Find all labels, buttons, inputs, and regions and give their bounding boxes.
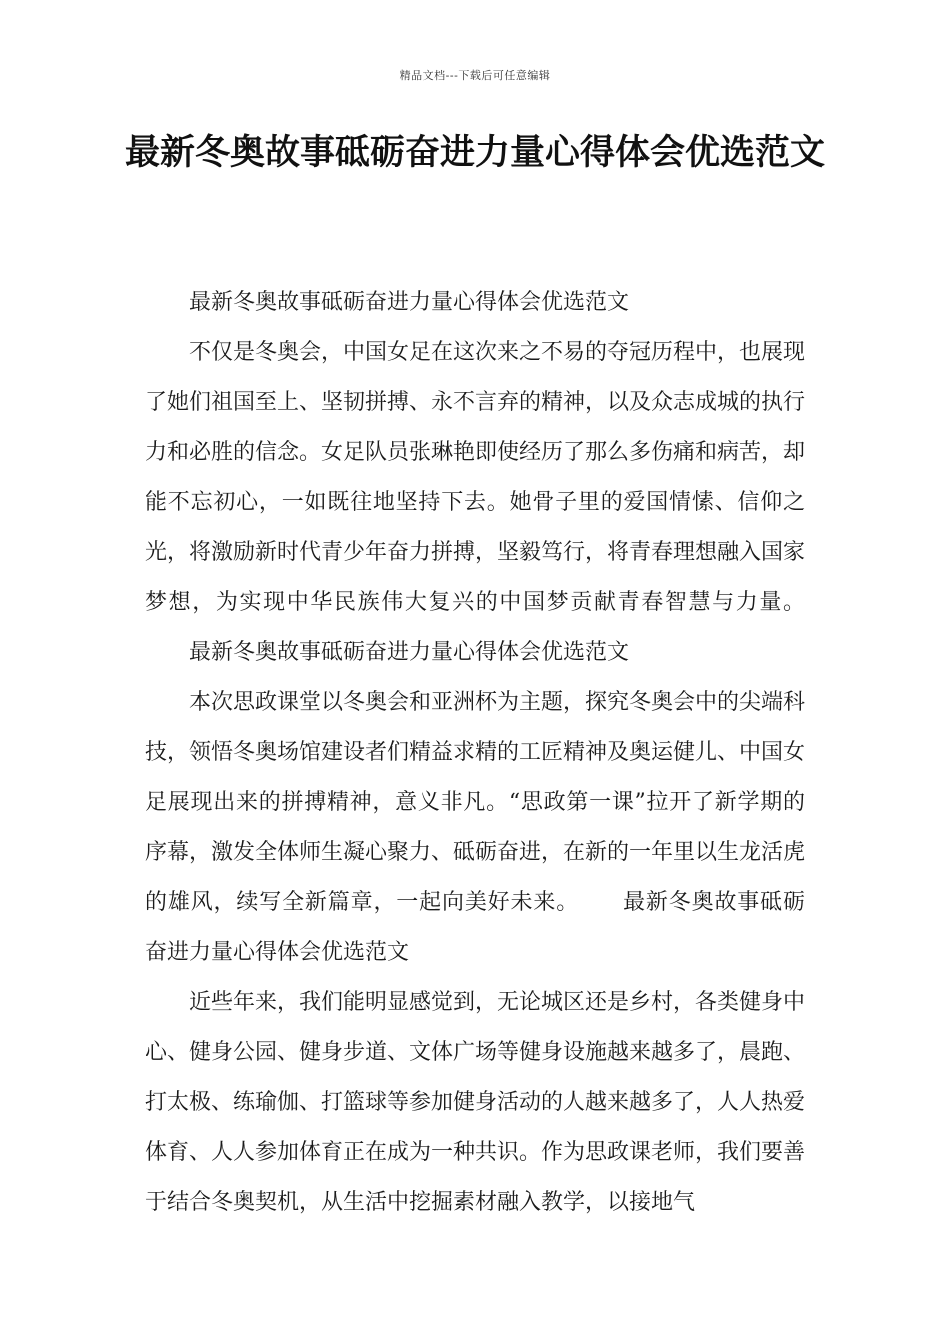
paragraph-3-text: 本次思政课堂以冬奥会和亚洲杯为主题，探究冬奥会中的尖端科技，领悟冬奥场馆建设者们精益求精的工匠精神及奥运健儿、中国女足展现出来的拼搏精神，意义非凡。“思政第一课”拉开了新学期的序幕，激发全体师生凝心聚力、砥砺奋进，在新的一年里以生龙活虎的雄风，续写全新篇章，一起向美好未来。 bbox=[145, 690, 806, 915]
paragraph-4 bbox=[145, 978, 805, 1228]
header-note: 精品文档---下载后可任意编辑 bbox=[399, 69, 551, 82]
paragraph-2-repeat-title: 最新冬奥故事砥砺奋进力量心得体会优选范文 bbox=[189, 640, 630, 665]
paragraph-3-repeat-title: 最新冬奥故事砥砺奋进力量心得体会优选范文 bbox=[145, 890, 805, 965]
document-title: 最新冬奥故事砥砺奋进力量心得体会优选范文 bbox=[124, 133, 825, 173]
document-body bbox=[145, 278, 805, 1228]
paragraph-3 bbox=[145, 678, 805, 978]
paragraph-1-text: 最新冬奥故事砥砺奋进力量心得体会优选范文 bbox=[189, 290, 630, 315]
paragraph-4-text: 近些年来，我们能明显感觉到，无论城区还是乡村，各类健身中心、健身公园、健身步道、文体广场等健身设施越来越多了，晨跑、打太极、练瑜伽、打篮球等参加健身活动的人越来越多了，人人热爱体育、人人参加体育正在成为一种共识。作为思政课老师，我们要善于结合冬奥契机，从生活中挖掘素材融入教学，以接地气 bbox=[145, 990, 806, 1215]
paragraph-1 bbox=[145, 278, 805, 328]
paragraph-2 bbox=[145, 328, 805, 678]
paragraph-2-text: 不仅是冬奥会，中国女足在这次来之不易的夺冠历程中，也展现了她们祖国至上、坚韧拼搏、永不言弃的精神，以及众志成城的执行力和必胜的信念。女足队员张琳艳即使经历了那么多伤痛和病苦，却能不忘初心，一如既往地坚持下去。她骨子里的爱国情愫、信仰之光，将激励新时代青少年奋力拼搏，坚毅笃行，将青春理想融入国家梦想，为实现中华民族伟大复兴的中国梦贡献青春智慧与力量。 bbox=[145, 340, 806, 615]
